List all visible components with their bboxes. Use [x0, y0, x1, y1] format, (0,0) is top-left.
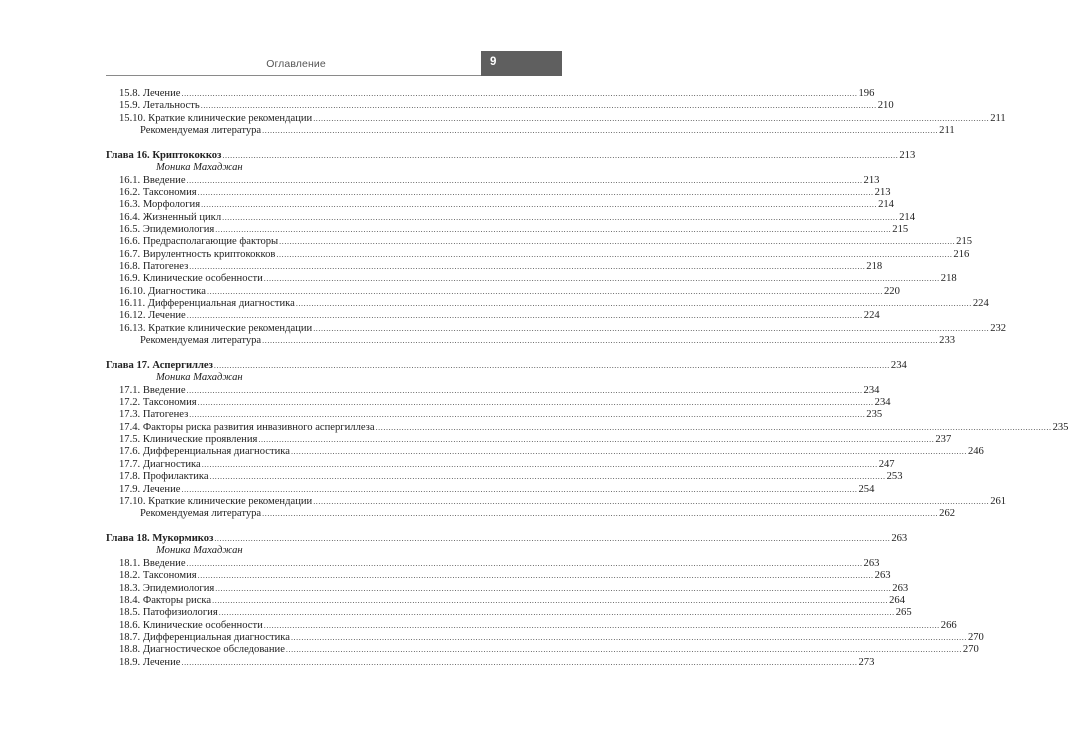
- dot-leader: ....................................................................................................................................................................................................................................................................: [262, 126, 939, 136]
- toc-entry-page: 214: [899, 211, 915, 223]
- toc-entry-label: 16.3. Морфология: [119, 199, 201, 211]
- toc-entry-label: 18.8. Диагностическое обследование: [119, 644, 285, 656]
- toc-entry[interactable]: [106, 397, 891, 409]
- toc-entry-page: 253: [886, 471, 903, 483]
- toc-entry-label: 16.9. Клинические особенности: [119, 273, 263, 285]
- toc-entry[interactable]: [106, 261, 883, 273]
- toc-entry-page: 237: [935, 434, 952, 446]
- dot-leader: ....................................................................................................................................................................................................................................................................: [186, 385, 863, 395]
- toc-entry-label: 18.9. Лечение: [119, 656, 181, 668]
- toc-entry[interactable]: [106, 236, 973, 248]
- toc-entry-label: 15.8. Лечение: [119, 88, 181, 99]
- toc-entry-page: 270: [967, 631, 984, 643]
- toc-entry[interactable]: [106, 322, 1007, 335]
- toc-entry-label: Глава 16. Криптококкоз: [106, 149, 222, 161]
- toc-entry-page: 246: [967, 446, 984, 458]
- toc-entry-page: 213: [899, 149, 916, 161]
- toc-entry[interactable]: [106, 88, 875, 100]
- dot-leader: ....................................................................................................................................................................................................................................................................: [197, 571, 874, 581]
- toc-entry[interactable]: [106, 631, 984, 644]
- toc-entry[interactable]: [106, 434, 952, 446]
- toc-entry-label: 16.11. Дифференциальная диагностика: [119, 298, 295, 310]
- running-header-title: Оглавление: [266, 58, 326, 70]
- dot-leader: ....................................................................................................................................................................................................................................................................: [186, 558, 863, 568]
- toc-entry[interactable]: [106, 619, 957, 632]
- dot-leader: ....................................................................................................................................................................................................................................................................: [189, 262, 866, 272]
- toc-entry[interactable]: [106, 310, 880, 322]
- toc-entry[interactable]: [106, 199, 894, 211]
- toc-entry[interactable]: [106, 570, 891, 582]
- toc-entry[interactable]: [106, 285, 900, 298]
- toc-entry-label: 18.3. Эпидемиология: [119, 582, 215, 594]
- toc-entry-page: 247: [878, 458, 895, 470]
- toc-entry[interactable]: [106, 594, 906, 607]
- dot-leader: ....................................................................................................................................................................................................................................................................: [213, 361, 890, 371]
- dot-leader: ....................................................................................................................................................................................................................................................................: [215, 225, 892, 235]
- toc-entry-page: 224: [972, 298, 989, 310]
- toc-entry-label: 16.8. Патогенез: [119, 261, 189, 273]
- toc-entry-label: 18.6. Клинические особенности: [119, 619, 263, 631]
- toc-entry[interactable]: [106, 471, 903, 483]
- toc-chapter-heading[interactable]: [106, 149, 916, 162]
- chapter-author: Моника Махаджан: [156, 372, 243, 384]
- toc-entry-label: 17.6. Дифференциальная диагностика: [119, 446, 290, 458]
- toc-entry-page: 273: [858, 656, 875, 668]
- toc-chapter-heading[interactable]: [106, 360, 907, 372]
- toc-entry-label: 16.4. Жизненный цикл: [119, 211, 222, 223]
- toc-entry-label: 17.10. Краткие клинические рекомендации: [119, 495, 313, 507]
- dot-leader: ....................................................................................................................................................................................................................................................................: [212, 595, 889, 605]
- dot-leader: ....................................................................................................................................................................................................................................................................: [263, 620, 940, 630]
- page-number: 9: [490, 56, 497, 68]
- toc-entry[interactable]: [106, 335, 956, 347]
- toc-entry-label: 18.5. Патофизиология: [119, 607, 218, 619]
- dot-leader: ....................................................................................................................................................................................................................................................................: [214, 534, 891, 544]
- dot-leader: ....................................................................................................................................................................................................................................................................: [218, 608, 895, 618]
- dot-leader: ....................................................................................................................................................................................................................................................................: [207, 286, 883, 296]
- toc-entry-page: 224: [863, 310, 880, 322]
- toc-entry-label: 17.3. Патогенез: [119, 409, 189, 421]
- toc-entry-label: Рекомендуемая литература: [140, 125, 262, 137]
- dot-leader: ....................................................................................................................................................................................................................................................................: [313, 496, 990, 506]
- chapter-author: Моника Махаджан: [156, 162, 243, 174]
- toc-entry[interactable]: [106, 211, 915, 224]
- dot-leader: ....................................................................................................................................................................................................................................................................: [197, 188, 874, 197]
- toc-entry-label: 16.13. Краткие клинические рекомендации: [119, 322, 313, 334]
- toc-entry[interactable]: [106, 656, 875, 669]
- toc-entry-label: Рекомендуемая литература: [140, 508, 262, 520]
- toc-entry-label: 17.5. Клинические проявления: [119, 434, 258, 446]
- dot-leader: ....................................................................................................................................................................................................................................................................: [209, 472, 886, 482]
- toc-entry-label: 18.7. Дифференциальная диагностика: [119, 631, 290, 643]
- toc-entry-page: 254: [858, 483, 875, 495]
- toc-entry-label: 18.2. Таксономия: [119, 570, 197, 582]
- toc-entry-label: 15.10. Краткие клинические рекомендации: [119, 112, 313, 124]
- toc-entry[interactable]: [106, 607, 912, 619]
- toc-entry[interactable]: [106, 174, 880, 187]
- dot-leader: ....................................................................................................................................................................................................................................................................: [262, 509, 939, 519]
- toc-entry[interactable]: [106, 248, 970, 261]
- dot-leader: ....................................................................................................................................................................................................................................................................: [201, 459, 878, 469]
- toc-entry-page: 211: [990, 112, 1006, 124]
- dot-leader: ....................................................................................................................................................................................................................................................................: [375, 422, 1052, 432]
- toc-entry-label: 17.8. Профилактика: [119, 471, 209, 483]
- dot-leader: ....................................................................................................................................................................................................................................................................: [285, 645, 962, 655]
- dot-leader: ....................................................................................................................................................................................................................................................................: [279, 237, 956, 247]
- dot-leader: ....................................................................................................................................................................................................................................................................: [290, 447, 967, 457]
- toc-entry[interactable]: [106, 483, 875, 496]
- toc-entry-page: 234: [874, 397, 891, 409]
- toc-entry-page: 196: [858, 88, 875, 99]
- dot-leader: ....................................................................................................................................................................................................................................................................: [186, 175, 863, 185]
- toc-entry-page: 213: [874, 187, 891, 198]
- toc-entry-label: 15.9. Летальность: [119, 100, 200, 112]
- toc-entry-page: 265: [895, 607, 912, 619]
- dot-leader: ....................................................................................................................................................................................................................................................................: [197, 398, 874, 408]
- toc-entry-label: 17.2. Таксономия: [119, 397, 197, 409]
- toc-entry-page: 234: [863, 384, 880, 396]
- toc-entry[interactable]: [106, 298, 989, 310]
- toc-entry[interactable]: [106, 582, 909, 595]
- toc-entry-page: 263: [892, 582, 909, 594]
- toc-entry[interactable]: [106, 187, 891, 199]
- toc-entry-page: 210: [877, 100, 894, 112]
- dot-leader: ....................................................................................................................................................................................................................................................................: [215, 583, 892, 593]
- toc-entry-label: 16.7. Вирулентность криптококков: [119, 248, 276, 260]
- toc-entry[interactable]: [106, 557, 880, 570]
- chapter-author: Моника Махаджан: [156, 545, 243, 557]
- toc-entry-label: 17.4. Факторы риска развития инвазивного аспергиллеза: [119, 421, 375, 433]
- toc-entry-page: 261: [990, 495, 1007, 507]
- toc-entry-page: 214: [878, 199, 894, 211]
- toc-entry-page: 215: [956, 236, 973, 248]
- toc-entry[interactable]: [106, 508, 956, 520]
- dot-leader: ....................................................................................................................................................................................................................................................................: [222, 212, 899, 222]
- toc-entry[interactable]: [106, 495, 1007, 508]
- toc-entry-page: 234: [890, 360, 907, 372]
- dot-leader: ....................................................................................................................................................................................................................................................................: [222, 150, 899, 160]
- toc-entry-label: 16.1. Введение: [119, 174, 186, 186]
- toc-entry-page: 211: [939, 125, 955, 137]
- toc-entry-page: 235: [866, 409, 883, 421]
- dot-leader: ....................................................................................................................................................................................................................................................................: [186, 311, 863, 321]
- toc-entry-label: 17.7. Диагностика: [119, 458, 201, 470]
- toc-entry[interactable]: [106, 100, 894, 112]
- toc-entry[interactable]: [106, 125, 955, 137]
- dot-leader: ....................................................................................................................................................................................................................................................................: [263, 274, 940, 284]
- dot-leader: ....................................................................................................................................................................................................................................................................: [262, 336, 939, 346]
- dot-leader: ....................................................................................................................................................................................................................................................................: [258, 435, 935, 445]
- toc-entry-page: 263: [863, 557, 880, 569]
- section-gap: [106, 137, 482, 150]
- toc-entry[interactable]: [106, 224, 909, 236]
- toc-entry-page: 232: [990, 322, 1007, 334]
- toc-entry-label: 16.6. Предрасполагающие факторы: [119, 236, 279, 248]
- toc-entry-label: 16.12. Лечение: [119, 310, 186, 322]
- toc-entry-page: 216: [953, 248, 970, 260]
- toc-entry-label: 18.4. Факторы риска: [119, 594, 212, 606]
- dot-leader: ....................................................................................................................................................................................................................................................................: [313, 323, 990, 333]
- toc-entry-label: 17.1. Введение: [119, 384, 186, 396]
- toc-entry-page: 215: [892, 224, 909, 236]
- toc-entry-label: 16.5. Эпидемиология: [119, 224, 215, 236]
- toc-entry-page: 213: [863, 174, 880, 186]
- toc-entry-page: 262: [939, 508, 956, 520]
- dot-leader: ....................................................................................................................................................................................................................................................................: [295, 299, 972, 309]
- dot-leader: ....................................................................................................................................................................................................................................................................: [290, 632, 967, 642]
- toc-entry-page: 218: [940, 273, 957, 285]
- dot-leader: ....................................................................................................................................................................................................................................................................: [181, 484, 858, 494]
- dot-leader: ....................................................................................................................................................................................................................................................................: [181, 89, 858, 98]
- toc-chapter-heading[interactable]: [106, 533, 908, 545]
- toc-entry-label: 16.2. Таксономия: [119, 187, 197, 198]
- toc-entry-page: 233: [939, 335, 956, 347]
- toc-entry[interactable]: [106, 409, 883, 421]
- toc-entry-label: 17.9. Лечение: [119, 483, 181, 495]
- dot-leader: ....................................................................................................................................................................................................................................................................: [181, 657, 858, 667]
- page-number-box: [481, 51, 562, 76]
- toc-entry-label: 18.1. Введение: [119, 557, 186, 569]
- dot-leader: ....................................................................................................................................................................................................................................................................: [200, 101, 877, 111]
- toc-entry-page: 220: [884, 285, 900, 297]
- dot-leader: ....................................................................................................................................................................................................................................................................: [313, 113, 990, 123]
- toc-entry[interactable]: [106, 112, 1006, 125]
- toc-entry-label: Глава 17. Аспергиллез: [106, 360, 213, 372]
- section-gap: [106, 347, 482, 360]
- dot-leader: ....................................................................................................................................................................................................................................................................: [276, 249, 953, 259]
- table-of-contents: [106, 88, 1068, 669]
- toc-entry-page: 266: [940, 619, 957, 631]
- header-rule: [106, 75, 481, 76]
- dot-leader: ....................................................................................................................................................................................................................................................................: [201, 200, 878, 210]
- toc-entry[interactable]: [106, 644, 979, 656]
- toc-entry[interactable]: [106, 273, 957, 285]
- toc-entry[interactable]: [106, 384, 880, 397]
- section-gap: [106, 521, 482, 534]
- toc-entry-label: Глава 18. Мукормикоз: [106, 533, 214, 545]
- dot-leader: ....................................................................................................................................................................................................................................................................: [189, 410, 866, 420]
- toc-entry-label: Рекомендуемая литература: [140, 335, 262, 347]
- toc-entry-page: 263: [891, 533, 908, 545]
- toc-entry-label: 16.10. Диагностика: [119, 285, 206, 297]
- toc-entry[interactable]: [106, 446, 984, 458]
- toc-entry-page: 264: [889, 594, 906, 606]
- toc-entry[interactable]: [106, 458, 895, 471]
- toc-entry-page: 263: [874, 570, 891, 582]
- toc-entry-page: 235: [1052, 421, 1068, 433]
- toc-entry-page: 270: [962, 644, 979, 656]
- toc-entry-page: 218: [866, 261, 883, 273]
- toc-entry[interactable]: [106, 421, 1068, 434]
